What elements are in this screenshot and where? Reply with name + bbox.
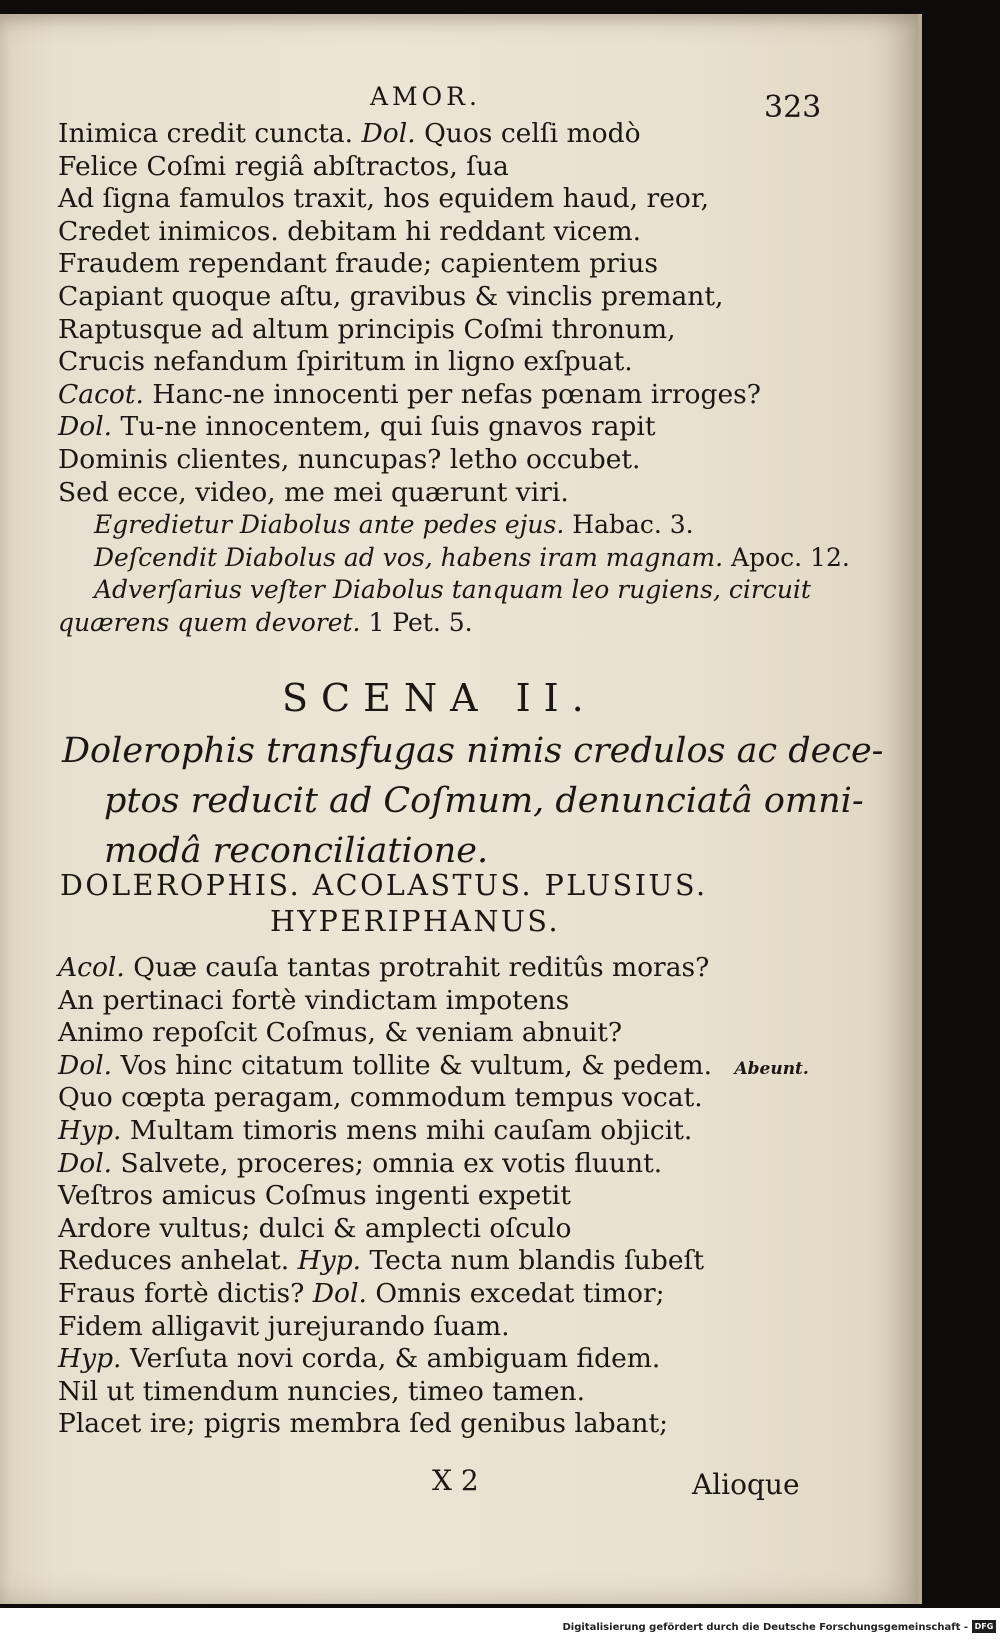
quotation-source: Apoc. 12. [731, 542, 850, 572]
verse-passage-2 [58, 952, 858, 1441]
verse-text: Fraus fortè dictis? [58, 1277, 305, 1309]
verse-text: Animo repoſcit Coſmus, & veniam abnuit? [58, 1017, 623, 1049]
dfg-logo-icon: DFG [972, 1620, 996, 1633]
quotation-text: Egredietur Diabolus ante pedes ejus. [94, 510, 565, 540]
page-edge [918, 14, 922, 1604]
speaker-label: Hyp. [58, 1343, 122, 1375]
scripture-quotation [58, 542, 850, 575]
character-list-line: DOLEROPHIS. ACOLASTUS. PLUSIUS. [60, 869, 708, 902]
verse-text: Crucis nefandum ſpiritum in ligno exſpuat. [58, 346, 633, 378]
funding-credit: Digitalisierung gefördert durch die Deutsche Forschungsgemeinschaft - [562, 1622, 968, 1633]
speaker-label: Dol. [58, 1147, 113, 1179]
verse-line [58, 477, 838, 510]
speaker-label: Hyp. [297, 1245, 362, 1277]
verse-line [58, 1017, 858, 1050]
verse-text: Placet ire; pigris membra ſed genibus labant; [58, 1408, 669, 1440]
verse-line [58, 1213, 858, 1246]
verse-line [58, 151, 838, 184]
verse-line [58, 1343, 858, 1376]
speaker-label: Dol. [312, 1277, 367, 1309]
verse-line [58, 1408, 858, 1441]
verse-text: Raptusque ad altum principis Coſmi thronum, [58, 313, 676, 345]
scripture-quotation [58, 607, 838, 640]
verse-text: Credet inimicos. debitam hi reddant vicem. [58, 215, 641, 247]
verse-text: An pertinaci fortè vindictam impotens [58, 984, 570, 1016]
catchword: Alioque [692, 1468, 800, 1501]
verse-line [58, 281, 838, 314]
scene-title: SCENA II. [282, 676, 597, 720]
verse-line [58, 952, 858, 985]
verse-text: Salvete, proceres; omnia ex votis fluunt. [120, 1147, 663, 1179]
verse-line [58, 248, 838, 281]
running-head: AMOR. [370, 82, 481, 111]
verse-text: Hanc-ne innocenti per nefas pœnam irroges? [152, 378, 761, 410]
verse-text: Felice Coſmi regiâ abſtractos, ſua [58, 150, 509, 182]
verse-text: Capiant quoque aſtu, gravibus & vinclis premant, [58, 280, 724, 312]
verse-line [58, 1180, 858, 1213]
speaker-label: Dol. [58, 411, 113, 443]
verse-line [58, 1050, 858, 1083]
verse-text: Vos hinc citatum tollite & vultum, & pedem. [120, 1049, 712, 1081]
verse-line [58, 346, 838, 379]
verse-text: Verſuta novi corda, & ambiguam fidem. [129, 1343, 661, 1375]
verse-text: Omnis excedat timor; [375, 1277, 665, 1309]
dramatis-personae [60, 868, 850, 940]
speaker-label: Cacot. [58, 378, 144, 410]
quotation-text: Adverſarius veſter Diabolus tanquam leo rugiens, circuit [94, 575, 811, 605]
verse-text: Dominis clientes, nuncupas? letho occubet. [58, 443, 641, 475]
verse-line [58, 216, 838, 249]
verse-line [58, 1245, 858, 1278]
verse-line [58, 411, 838, 444]
scripture-quotation [58, 574, 838, 607]
signature-mark: X 2 [432, 1464, 479, 1497]
speaker-label: Dol. [58, 1049, 113, 1081]
verse-text: Multam timoris mens mihi cauſam objicit. [129, 1114, 693, 1146]
verse-text: Fraudem rependant fraude; capientem prius [58, 248, 658, 280]
verse-text: Ad ſigna famulos traxit, hos equidem haud, reor, [58, 183, 710, 215]
character-list-line: HYPERIPHANUS. [270, 905, 561, 938]
verse-line [58, 1311, 858, 1344]
speaker-label: Acol. [58, 952, 125, 983]
argument-line: Dolerophis transfugas nimis credulos ac dece- [62, 731, 884, 771]
stage-direction: Abeunt. [734, 1058, 809, 1079]
verse-text: Nil ut timendum nuncies, timeo tamen. [58, 1375, 585, 1407]
speaker-label: Dol. [361, 118, 416, 149]
scripture-quotation [58, 509, 838, 542]
verse-line [58, 1148, 858, 1181]
quotation-source: 1 Pet. 5. [368, 607, 473, 637]
verse-line [58, 444, 838, 477]
page-number: 323 [764, 90, 822, 125]
verse-passage-1 [58, 118, 850, 640]
verse-text: Tu-ne innocentem, qui ſuis gnavos rapit [120, 411, 656, 443]
verse-text: Sed ecce, video, me mei quærunt viri. [58, 476, 569, 508]
verse-line [58, 1082, 858, 1115]
verse-text: Inimica credit cuncta. [58, 118, 354, 149]
verse-line [58, 118, 838, 151]
speaker-label: Hyp. [58, 1114, 122, 1146]
verse-line [58, 1376, 858, 1409]
verse-line [58, 314, 838, 347]
verse-line [58, 183, 838, 216]
verse-text: Veſtros amicus Coſmus ingenti expetit [58, 1180, 571, 1212]
scene-argument [62, 726, 884, 876]
verse-line [58, 379, 838, 412]
verse-line [58, 985, 858, 1018]
verse-line [58, 1278, 858, 1311]
verse-text: Quæ cauſa tantas protrahit reditûs moras? [133, 952, 710, 983]
argument-line: modâ reconciliatione. [104, 831, 489, 871]
verse-text: Tecta num blandis ſubeſt [369, 1245, 704, 1277]
argument-line: ptos reducit ad Coſmum, denunciatâ omni- [104, 781, 864, 821]
verse-text: Reduces anhelat. [58, 1245, 290, 1277]
verse-line [58, 1115, 858, 1148]
quotation-source: Habac. 3. [572, 510, 694, 540]
verse-text: Fidem alligavit jurejurando ſuam. [58, 1310, 510, 1342]
quotation-text: Deſcendit Diabolus ad vos, habens iram magnam. [94, 542, 724, 572]
verse-text: Ardore vultus; dulci & amplecti oſculo [58, 1212, 572, 1244]
verse-text: Quos celſi modò [424, 118, 641, 149]
verse-text: Quo cœpta peragam, commodum tempus vocat. [58, 1082, 703, 1114]
quotation-text: quærens quem devoret. [58, 607, 361, 637]
